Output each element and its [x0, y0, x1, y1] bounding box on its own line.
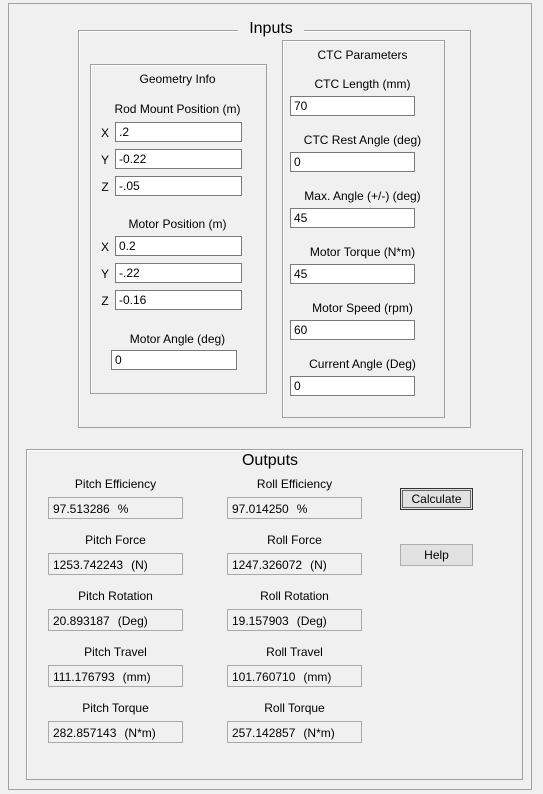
motor-position-label: Motor Position (m): [128, 217, 227, 231]
motor-position-z-input[interactable]: [115, 290, 242, 310]
ctc-length-input[interactable]: [290, 96, 415, 116]
pitch-efficiency-label: Pitch Efficiency: [74, 477, 157, 491]
rod-mount-z-label: Z: [101, 180, 109, 194]
rod-mount-x-label: X: [100, 126, 109, 140]
rod-mount-y-input[interactable]: [115, 149, 242, 169]
roll-rotation-value: 19.157903 (Deg): [227, 609, 362, 631]
motor-position-x-label: X: [100, 240, 109, 254]
roll-torque-label: Roll Torque: [264, 701, 325, 715]
pitch-travel-value: 111.176793 (mm): [48, 665, 183, 687]
roll-travel-value: 101.760710 (mm): [227, 665, 362, 687]
roll-torque-value: 257.142857 (N*m): [227, 721, 362, 743]
motor-speed-input[interactable]: [290, 320, 415, 340]
pitch-rotation-value: 20.893187 (Deg): [48, 609, 183, 631]
motor-speed-label: Motor Speed (rpm): [312, 301, 413, 315]
pitch-torque-label: Pitch Torque: [82, 701, 149, 715]
pitch-travel-label: Pitch Travel: [84, 645, 147, 659]
rod-mount-z-input[interactable]: [115, 176, 242, 196]
roll-travel-label: Roll Travel: [266, 645, 323, 659]
roll-rotation-label: Roll Rotation: [260, 589, 329, 603]
motor-angle-input[interactable]: [111, 350, 237, 370]
ctc-length-label: CTC Length (mm): [314, 77, 411, 91]
ctc-rest-angle-label: CTC Rest Angle (deg): [303, 133, 422, 147]
pitch-force-label: Pitch Force: [85, 533, 146, 547]
pitch-torque-value: 282.857143 (N*m): [48, 721, 183, 743]
outputs-title: Outputs: [234, 452, 306, 470]
roll-force-value: 1247.326072 (N): [227, 553, 362, 575]
motor-position-x-input[interactable]: [115, 236, 242, 256]
motor-position-y-label: Y: [100, 267, 109, 281]
max-angle-input[interactable]: [290, 208, 415, 228]
geometry-info-title: Geometry Info: [139, 72, 216, 86]
help-button[interactable]: Help: [400, 544, 473, 566]
max-angle-label: Max. Angle (+/-) (deg): [304, 189, 421, 203]
ctc-rest-angle-input[interactable]: [290, 152, 415, 172]
motor-torque-input[interactable]: [290, 264, 415, 284]
rod-mount-label: Rod Mount Position (m): [114, 102, 241, 116]
ctc-parameters-title: CTC Parameters: [317, 48, 408, 62]
rod-mount-x-input[interactable]: [115, 122, 242, 142]
current-angle-input[interactable]: [290, 376, 415, 396]
inputs-title: Inputs: [238, 20, 304, 38]
calculate-button[interactable]: Calculate: [400, 488, 473, 510]
rod-mount-y-label: Y: [100, 153, 109, 167]
pitch-rotation-label: Pitch Rotation: [78, 589, 153, 603]
motor-torque-label: Motor Torque (N*m): [309, 245, 416, 259]
roll-efficiency-value: 97.014250 %: [227, 497, 362, 519]
pitch-force-value: 1253.742243 (N): [48, 553, 183, 575]
motor-position-z-label: Z: [101, 294, 109, 308]
motor-angle-label: Motor Angle (deg): [129, 332, 226, 346]
roll-force-label: Roll Force: [267, 533, 322, 547]
pitch-efficiency-value: 97.513286 %: [48, 497, 183, 519]
current-angle-label: Current Angle (Deg): [309, 357, 416, 371]
roll-efficiency-label: Roll Efficiency: [256, 477, 333, 491]
motor-position-y-input[interactable]: [115, 263, 242, 283]
